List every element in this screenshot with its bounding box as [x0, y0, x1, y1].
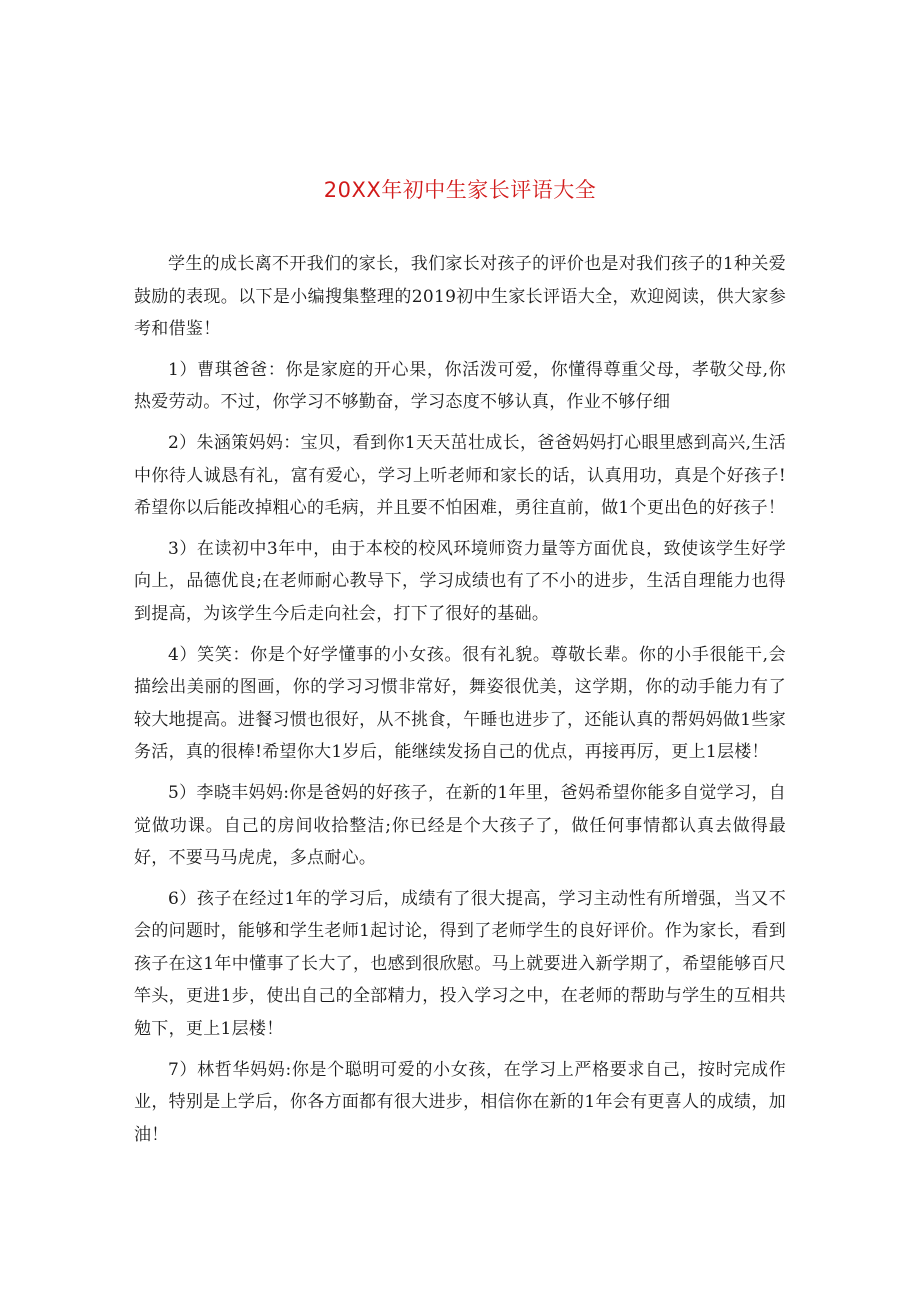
document-title: 20XX年初中生家长评语大全	[323, 178, 597, 202]
paragraph-comment-1: 1）曹琪爸爸：你是家庭的开心果，你活泼可爱，你懂得尊重父母，孝敬父母,你热爱劳动。不过，你学习不够勤奋，学习态度不够认真，作业不够仔细	[134, 359, 786, 413]
paragraph-comment-7: 7）林哲华妈妈:你是个聪明可爱的小女孩，在学习上严格要求自己，按时完成作业，特别是上学后，你各方面都有很大进步，相信你在新的1年会有更喜人的成绩，加油！	[134, 1059, 786, 1145]
paragraph-intro: 学生的成长离不开我们的家长，我们家长对孩子的评价也是对我们孩子的1种关爱鼓励的表现。以下是小编搜集整理的2019初中生家长评语大全，欢迎阅读，供大家参考和借鉴！	[134, 254, 786, 340]
paragraph-comment-6: 6）孩子在经过1年的学习后，成绩有了很大提高，学习主动性有所增强，当又不会的问题时，能够和学生老师1起讨论，得到了老师学生的良好评价。作为家长，看到孩子在这1年中懂事了长大了，也感到很欣慰。马上就要进入新学期了，希望能够百尺竿头，更进1步，使出自己的全部精力，投入学习之中，在老师的帮助与学生的互相共勉下，更上1层楼！	[134, 888, 786, 1040]
paragraph-comment-3: 3）在读初中3年中，由于本校的校风环境师资力量等方面优良，致使该学生好学向上，品德优良;在老师耐心教导下，学习成绩也有了不小的进步，生活自理能力也得到提高，为该学生今后走向社会，打下了很好的基础。	[134, 538, 786, 624]
paragraph-comment-4: 4）笑笑：你是个好学懂事的小女孩。很有礼貌。尊敬长辈。你的小手很能干,会描绘出美丽的图画，你的学习习惯非常好，舞姿很优美，这学期，你的动手能力有了较大地提高。进餐习惯也很好，从不挑食，午睡也进步了，还能认真的帮妈妈做1些家务活，真的很棒!希望你大1岁后，能继续发扬自己的优点，再接再厉，更上1层楼！	[134, 644, 786, 763]
document-body	[134, 248, 786, 1159]
paragraph-comment-2: 2）朱涵策妈妈：宝贝，看到你1天天茁壮成长，爸爸妈妈打心眼里感到高兴,生活中你待人诚恳有礼，富有爱心，学习上听老师和家长的话，认真用功，真是个好孩子!希望你以后能改掉粗心的毛病，并且要不怕困难，勇往直前，做1个更出色的好孩子！	[134, 432, 786, 519]
paragraph-comment-5: 5）李晓丰妈妈:你是爸妈的好孩子，在新的1年里，爸妈希望你能多自觉学习，自觉做功课。自己的房间收拾整洁;你已经是个大孩子了，做任何事情都认真去做得最好，不要马马虎虎，多点耐心。	[134, 782, 786, 869]
